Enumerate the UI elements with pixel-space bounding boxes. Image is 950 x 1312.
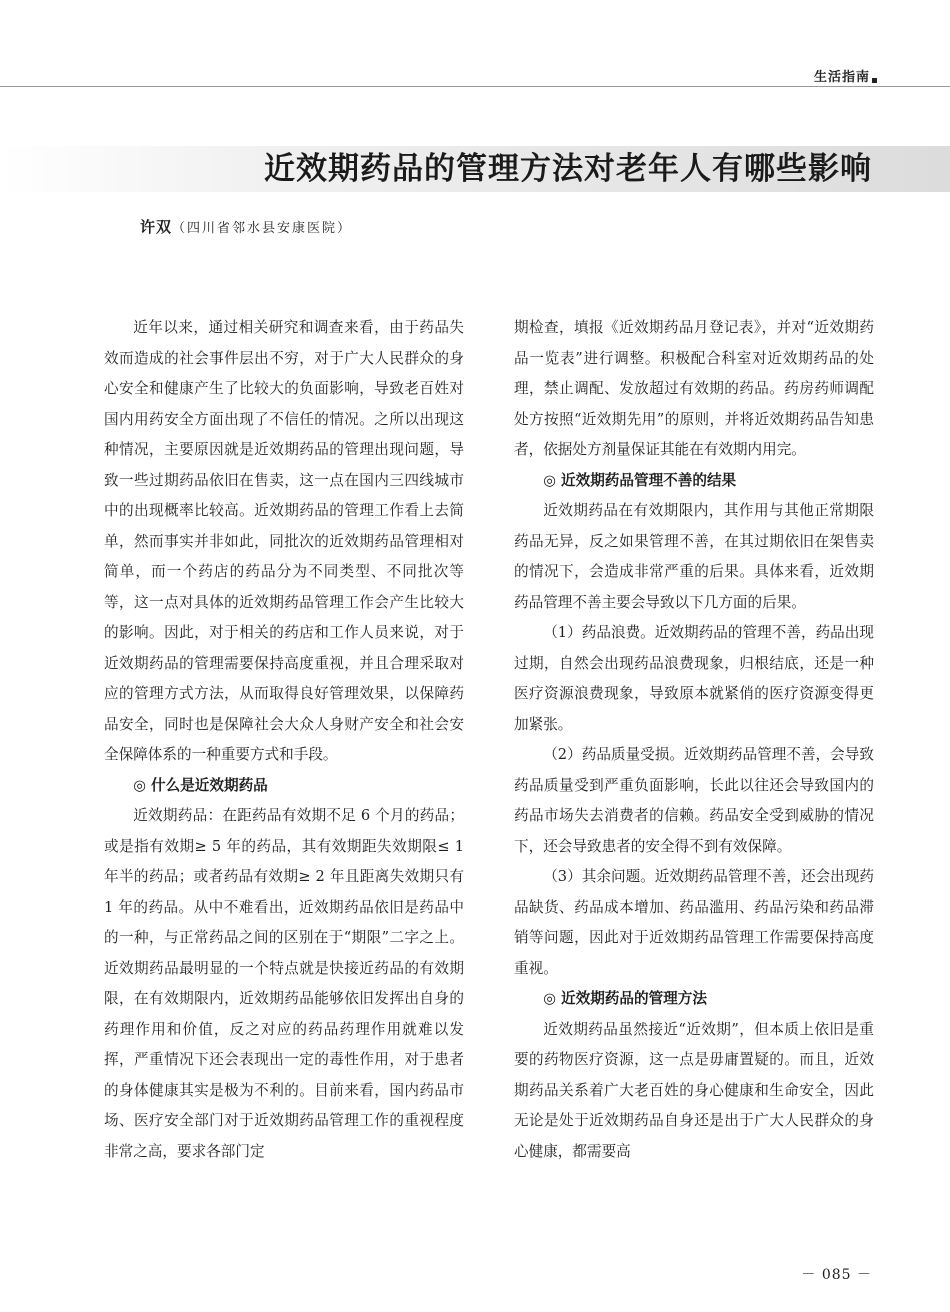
left-column	[104, 313, 464, 1167]
section-heading-consequences: ◎ 近效期药品管理不善的结果	[543, 471, 737, 489]
section-heading-definition: ◎ 什么是近效期药品	[133, 776, 268, 794]
continued-paragraph: 期检查，填报《近效期药品月登记表》，并对“近效期药品一览表”进行调整。积极配合科室对近效期药品的处理，禁止调配、发放超过有效期的药品。药房药师调配处方按照“近效期先用”的原则，并将近效期药品告知患者，依据处方剂量保证其能在有效期内用完。	[514, 319, 874, 458]
article-title: 近效期药品的管理方法对老年人有哪些影响	[264, 151, 872, 187]
author-name: 许双	[140, 218, 173, 236]
section-marker-square	[872, 78, 877, 83]
consequence-item-other: （3）其余问题。近效期药品管理不善，还会出现药品缺货、药品成本增加、药品滥用、药品污染和药品滞销等问题，因此对于近效期药品管理工作需要保持高度重视。	[514, 868, 874, 977]
header-rule	[0, 86, 950, 87]
intro-paragraph: 近年以来，通过相关研究和调查来看，由于药品失效而造成的社会事件层出不穷，对于广大人民群众的身心安全和健康产生了比较大的负面影响，导致老百姓对国内用药安全方面出现了不信任的情况。之所以出现这种情况，主要原因就是近效期药品的管理出现问题，导致一些过期药品依旧在售卖，这一点在国内三四线城市中的出现概率比较高。近效期药品的管理工作看上去简单，然而事实并非如此，同批次的近效期药品管理相对简单，而一个药店的药品分为不同类型、不同批次等等，这一点对具体的近效期药品管理工作会产生比较大的影响。因此，对于相关的药店和工作人员来说，对于近效期药品的管理需要保持高度重视，并且合理采取对应的管理方式方法，从而取得良好管理效果，以保障药品安全，同时也是保障社会大众人身财产安全和社会安全保障体系的一种重要方式和手段。	[104, 319, 464, 763]
definition-paragraph: 近效期药品：在距药品有效期不足 6 个月的药品；或是指有效期≥ 5 年的药品，其有效期距失效期限≤ 1 年半的药品；或者药品有效期≥ 2 年且距离失效期只有 1 年的药品。从中不难看出，近效期药品依旧是药品中的一种，与正常药品之间的区别在于“期限”二字之上。近效期药品最明显的一个特点就是快接近药品的有效期限，在有效期限内，近效期药品能够依旧发挥出自身的药理作用和价值，反之对应的药品药理作用就难以发挥，严重情况下还会表现出一定的毒性作用，对于患者的身体健康其实是极为不利的。目前来看，国内药品市场、医疗安全部门对于近效期药品管理工作的重视程度非常之高，要求各部门定	[104, 807, 464, 1160]
page-number: － 085 －	[801, 1267, 872, 1283]
methods-paragraph: 近效期药品虽然接近“近效期”，但本质上依旧是重要的药物医疗资源，这一点是毋庸置疑的。而且，近效期药品关系着广大老百姓的身心健康和生命安全，因此无论是处于近效期药品自身还是出于广大人民群众的身心健康，都需要高	[514, 1020, 874, 1160]
consequence-item-waste: （1）药品浪费。近效期药品的管理不善，药品出现过期，自然会出现药品浪费现象，归根结底，还是一种医疗资源浪费现象，导致原本就紧俏的医疗资源变得更加紧张。	[514, 624, 874, 733]
author-line	[140, 216, 352, 237]
author-affiliation: （四川省邻水县安康医院）	[172, 221, 353, 236]
section-label: 生活指南	[813, 70, 870, 85]
consequence-item-quality: （2）药品质量受损。近效期药品管理不善，会导致药品质量受到严重负面影响，长此以往还会导致国内的药品市场失去消费者的信赖。药品安全受到威胁的情况下，还会导致患者的安全得不到有效保障。	[514, 746, 874, 855]
right-column	[514, 313, 874, 1167]
section-heading-methods: ◎ 近效期药品的管理方法	[543, 990, 707, 1007]
consequences-intro-paragraph: 近效期药品在有效期限内，其作用与其他正常期限药品无异，反之如果管理不善，在其过期依旧在架售卖的情况下，会造成非常严重的后果。具体来看，近效期药品管理不善主要会导致以下几方面的后果。	[514, 502, 874, 611]
